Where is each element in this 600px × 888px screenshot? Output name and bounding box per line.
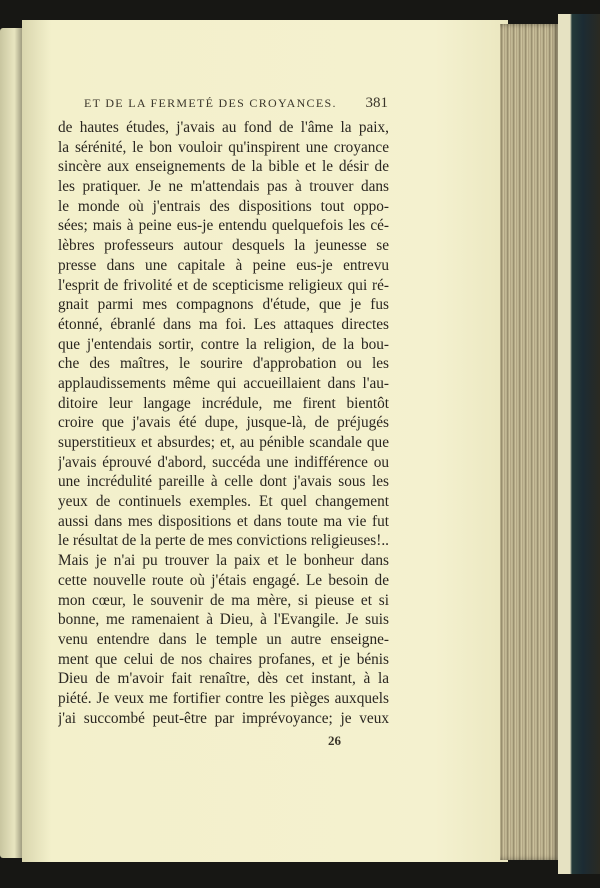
text-line-content: cette nouvelle route où j'étais engagé. Le besoin de xyxy=(58,571,389,589)
text-line xyxy=(58,354,389,374)
left-page-edge xyxy=(0,28,24,858)
text-line-content: Dieu de m'avoir fait renaître, dès cet instant, à la xyxy=(58,670,389,688)
text-line-content: Mais je n'ai pu trouver la paix et le bonheur dans xyxy=(58,552,389,570)
text-line-content: le résultat de la perte de mes convictions religieuses!.. xyxy=(58,532,389,550)
text-line xyxy=(58,551,389,571)
text-line xyxy=(58,394,389,414)
text-line xyxy=(58,276,389,296)
text-line xyxy=(58,492,389,512)
text-line-content: l'esprit de frivolité et de scepticisme religieux qui ré- xyxy=(58,276,389,294)
text-line xyxy=(58,138,389,158)
running-head-title: ET DE LA FERMETÉ DES CROYANCES. xyxy=(84,96,337,110)
text-line-content: bonne, me ramenaient à Dieu, à l'Evangile. Je suis xyxy=(58,611,389,629)
text-line xyxy=(58,118,389,138)
text-line xyxy=(58,413,389,433)
text-line-content: croire que j'avais été dupe, jusque-là, de préjugés xyxy=(58,414,389,432)
running-header xyxy=(84,95,388,111)
text-line-content: de hautes études, j'avais au fond de l'âme la paix, xyxy=(58,119,389,136)
text-line-content: superstitieux et absurdes; et, au pénible scandale que xyxy=(58,434,389,451)
text-line xyxy=(58,335,389,355)
text-line-content: j'ai succombé peut-être par imprévoyance; je veux xyxy=(58,709,389,727)
text-line xyxy=(58,472,389,492)
text-line xyxy=(58,669,389,689)
text-line-content: une incrédulité pareille à celle dont j'avais sous les xyxy=(58,473,389,491)
text-line xyxy=(58,315,389,335)
text-line-content: aussi dans mes dispositions et dans toute ma vie fut xyxy=(58,512,389,530)
text-line-content: j'avais éprouvé d'abord, succéda une indifférence ou xyxy=(58,453,389,471)
text-line-content: venu entendre dans le temple un autre enseigne- xyxy=(58,630,389,648)
text-line xyxy=(58,591,389,611)
text-line-content: ditoire leur langage incrédule, me firent bientôt xyxy=(58,394,389,412)
text-line xyxy=(58,630,389,650)
text-line-content: piété. Je veux me fortifier contre les pièges auxquels xyxy=(58,689,389,707)
text-line-content: yeux de continuels exemples. Et quel changement xyxy=(58,493,389,511)
text-line xyxy=(58,157,389,177)
body-text xyxy=(58,118,389,728)
text-line xyxy=(58,610,389,630)
signature-mark: 26 xyxy=(328,733,341,748)
text-line-content: que j'entendais sortir, contre la religion, de la bou- xyxy=(58,335,389,353)
text-line-content: che des maîtres, le sourire d'approbation ou les xyxy=(58,355,389,373)
text-line xyxy=(58,177,389,197)
text-line xyxy=(58,295,389,315)
text-line xyxy=(58,256,389,276)
text-line-content: le monde où j'entrais des dispositions tout oppo- xyxy=(58,197,389,215)
text-line xyxy=(58,571,389,591)
text-line xyxy=(58,236,389,256)
text-line xyxy=(58,453,389,473)
text-line xyxy=(58,512,389,532)
text-line-content: gnait parmi mes compagnons d'étude, que je fus xyxy=(58,296,389,314)
text-line xyxy=(58,197,389,217)
text-line-content: presse dans une capitale à peine eus-je entrevu xyxy=(58,256,389,274)
text-line xyxy=(58,374,389,394)
text-line xyxy=(58,531,389,551)
text-line-content: la sérénité, le bon vouloir qu'inspirent une croyance xyxy=(58,138,389,156)
text-line-content: étonné, ébranlé dans ma foi. Les attaques directes xyxy=(58,315,389,333)
text-line xyxy=(58,433,389,453)
text-line-content: lèbres professeurs autour desquels la jeunesse se xyxy=(58,237,389,255)
page-edges xyxy=(500,24,560,860)
page-number: 381 xyxy=(365,95,388,111)
text-line xyxy=(58,216,389,236)
text-line-content: mon cœur, le souvenir de ma mère, si pieuse et si xyxy=(58,591,389,609)
text-line xyxy=(58,709,389,729)
text-line-content: applaudissements même qui accueillaient dans l'au- xyxy=(58,374,389,392)
text-line-content: ment que celui de nos chaires profanes, et je bénis xyxy=(58,650,389,668)
text-line-content: sées; mais à peine eus-je entendu quelquefois les cé- xyxy=(58,217,389,235)
text-line xyxy=(58,689,389,709)
text-line xyxy=(58,650,389,670)
text-line-content: sincère aux enseignements de la bible et le désir de xyxy=(58,158,389,176)
text-line-content: les pratiquer. Je ne m'attendais pas à trouver dans xyxy=(58,178,389,196)
book-cover xyxy=(558,14,600,874)
